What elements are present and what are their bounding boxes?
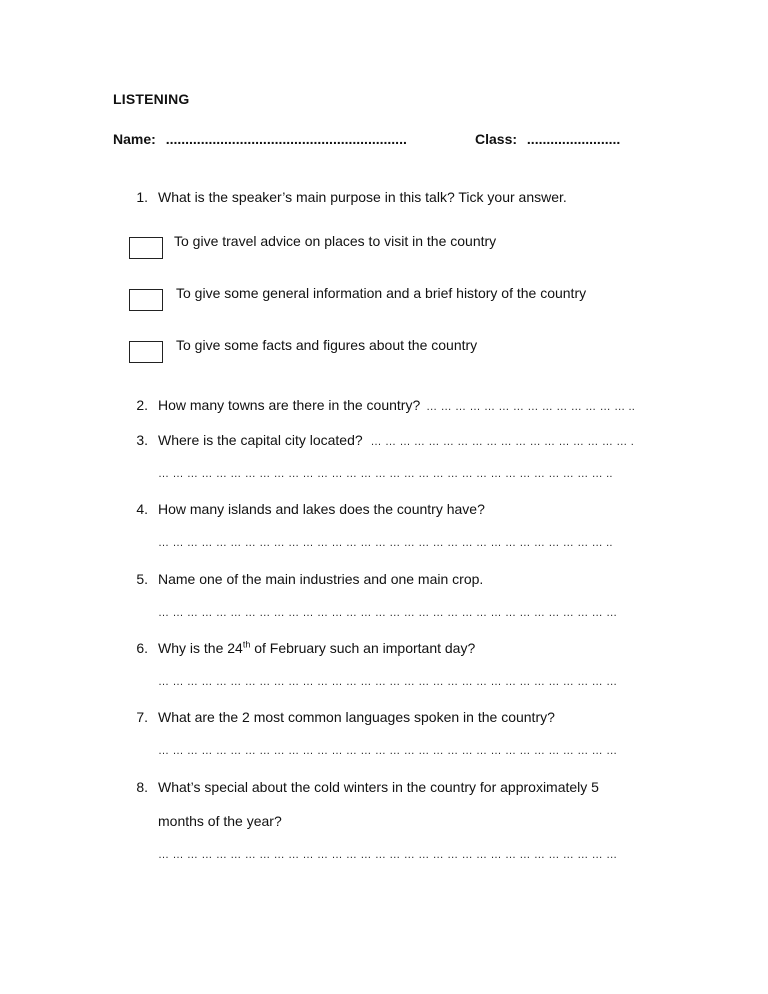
option-2-checkbox[interactable]	[129, 289, 163, 311]
ordinal-suffix: th	[242, 639, 251, 650]
question-number: 5.	[136, 571, 148, 587]
question-number: 3.	[136, 432, 148, 448]
question-text: How many islands and lakes does the country have?	[158, 501, 485, 517]
question-number: 8.	[136, 779, 148, 795]
question-text: Name one of the main industries and one main crop.	[158, 571, 484, 587]
class-dots: ........................	[526, 131, 621, 147]
question-text: What are the 2 most common languages spoken in the country?	[158, 709, 555, 725]
question-number: 4.	[136, 501, 148, 517]
question-text: How many towns are there in the country?	[158, 397, 421, 413]
option-3-checkbox[interactable]	[129, 341, 163, 363]
answer-line[interactable]: … … … … … … … … … … … … … … … … … … … … … … … … … … … … … … … ..	[158, 468, 613, 480]
question-text-row	[158, 431, 634, 451]
question-number: 2.	[136, 397, 148, 413]
option-1-label: To give travel advice on places to visit in the country	[174, 233, 497, 249]
question-text-continued: months of the year?	[158, 813, 282, 829]
option-2-label: To give some general information and a brief history of the country	[176, 285, 587, 301]
answer-line[interactable]: … … … … … … … … … … … … … … … … … … … … … … … … … … … … … … … …	[158, 745, 618, 757]
page-title: LISTENING	[113, 91, 190, 107]
answer-line[interactable]: … … … … … … … … … … … … … … … … … … … … … … … … … … … … … … … …	[158, 849, 618, 861]
name-label: Name:	[113, 131, 156, 147]
class-label: Class:	[475, 131, 518, 147]
answer-line[interactable]: … … … … … … … … … … … … … … … … … … … … … … … … … … … … … … … …	[158, 676, 618, 688]
option-3-label: To give some facts and figures about the country	[176, 337, 478, 353]
class-field[interactable]	[475, 131, 620, 147]
question-number: 7.	[136, 709, 148, 725]
name-dots: ..............................................................	[165, 131, 407, 147]
answer-line[interactable]: … … … … … … … … … … … … … … … … … … … … … … … … … … … … … … … ..	[158, 537, 613, 549]
option-1-checkbox[interactable]	[129, 237, 163, 259]
question-text: What’s special about the cold winters in the country for approximately 5	[158, 779, 599, 795]
answer-line[interactable]: … … … … … … … … … … … … … … … … … … .	[370, 436, 635, 448]
question-number: 6.	[136, 640, 148, 656]
answer-line[interactable]: … … … … … … … … … … … … … … … … … … … … … … … … … … … … … … … …	[158, 607, 618, 619]
answer-line[interactable]: … … … … … … … … … … … … … … ..	[426, 401, 636, 413]
question-text-part: Why is the 24	[158, 640, 243, 656]
question-text: What is the speaker’s main purpose in this talk? Tick your answer.	[158, 189, 567, 205]
question-text-part: of February such an important day?	[250, 640, 476, 656]
question-text: Where is the capital city located?	[158, 432, 363, 448]
question-text-row	[158, 396, 635, 416]
name-field[interactable]	[113, 131, 407, 147]
question-text	[158, 639, 475, 657]
question-number: 1.	[136, 189, 148, 205]
